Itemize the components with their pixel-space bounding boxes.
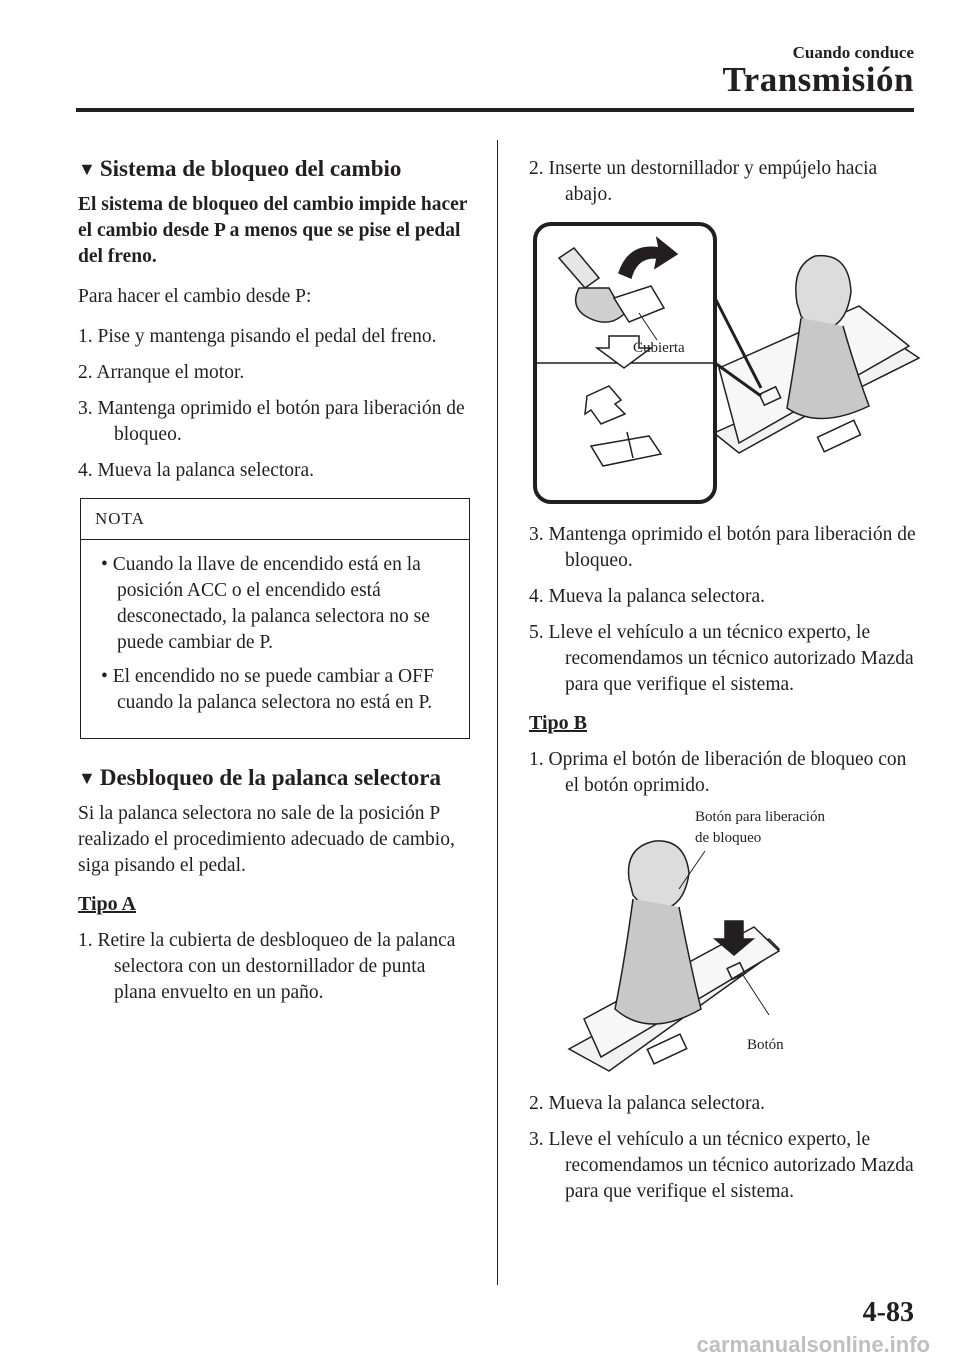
note-item: • El encendido no se puede cambiar a OFF cuando la palanca selectora no está en P. [101, 666, 434, 713]
label-release-button-line1: Botón para liberación [695, 809, 825, 825]
list-item: 4. Mueva la palanca selectora. [78, 460, 315, 481]
list-item: 1. Oprima el botón de liberación de bloqueo con el botón oprimido. [529, 749, 907, 796]
list-item: 3. Lleve el vehículo a un técnico experto, le recomendamos un técnico autorizado Mazda para que verifique el sistema. [529, 1129, 914, 1202]
list-item: 2. Mueva la palanca selectora. [529, 1093, 766, 1114]
tipo-b-steps [529, 1091, 921, 1205]
lever-release-intro: Si la palanca selectora no sale de la posición P realizado el procedimiento adecuado de cambio, siga pisando el pedal. [78, 803, 455, 876]
watermark: carmanualsonline.info [696, 1332, 930, 1357]
shift-lock-steps [78, 324, 470, 484]
shift-lock-intro: El sistema de bloqueo del cambio impide hacer el cambio desde P a menos que se pise el pedal del freno. [78, 194, 468, 267]
column-divider [497, 140, 498, 1285]
release-button-illustration [529, 809, 921, 1081]
list-item: 1. Retire la cubierta de desbloqueo de la palanca selectora con un destornillador de punta plana envuelto en un paño. [78, 930, 456, 1003]
list-item: 2. Inserte un destornillador y empújelo hacia abajo. [529, 158, 878, 205]
label-cubierta: Cubierta [633, 340, 685, 356]
page-number: 4-83 [862, 1297, 914, 1328]
right-column [529, 156, 921, 1219]
left-column [78, 156, 470, 1016]
figure-cover-removal [529, 218, 921, 508]
section-heading-shift-lock: ▼ Sistema de bloqueo del cambio [78, 156, 402, 181]
list-item: 3. Mantenga oprimido el botón para liberación de bloqueo. [78, 398, 465, 445]
label-boton: Botón [747, 1037, 784, 1053]
label-release-button-line2: de bloqueo [695, 830, 762, 846]
list-item: 2. Arranque el motor. [78, 362, 245, 383]
triangle-marker-icon: ▼ [78, 768, 96, 788]
section-heading-lever-release: ▼ Desbloqueo de la palanca selectora [78, 765, 441, 790]
shift-lock-lead: Para hacer el cambio desde P: [78, 286, 312, 307]
running-header-chapter: Transmisión [722, 60, 914, 99]
note-title: NOTA [81, 509, 469, 540]
cover-removal-illustration [529, 218, 921, 508]
note-item: • Cuando la llave de encendido está en la posición ACC o el encendido está desconectado, la palanca selectora no se puede cambiar de P. [101, 554, 430, 653]
figure-release-button [529, 809, 921, 1081]
subheading-tipo-b: Tipo B [529, 712, 587, 734]
header-rule [76, 108, 914, 112]
tipo-a-steps-continued [529, 522, 921, 698]
note-box [80, 498, 470, 739]
list-item: 1. Pise y mantenga pisando el pedal del freno. [78, 326, 437, 347]
running-header-section: Cuando conduce [792, 43, 914, 62]
list-item: 5. Lleve el vehículo a un técnico experto, le recomendamos un técnico autorizado Mazda para que verifique el sistema. [529, 622, 914, 695]
list-item: 4. Mueva la palanca selectora. [529, 586, 766, 607]
list-item: 3. Mantenga oprimido el botón para liberación de bloqueo. [529, 524, 916, 571]
subheading-tipo-a: Tipo A [78, 893, 136, 915]
triangle-marker-icon: ▼ [78, 159, 96, 179]
